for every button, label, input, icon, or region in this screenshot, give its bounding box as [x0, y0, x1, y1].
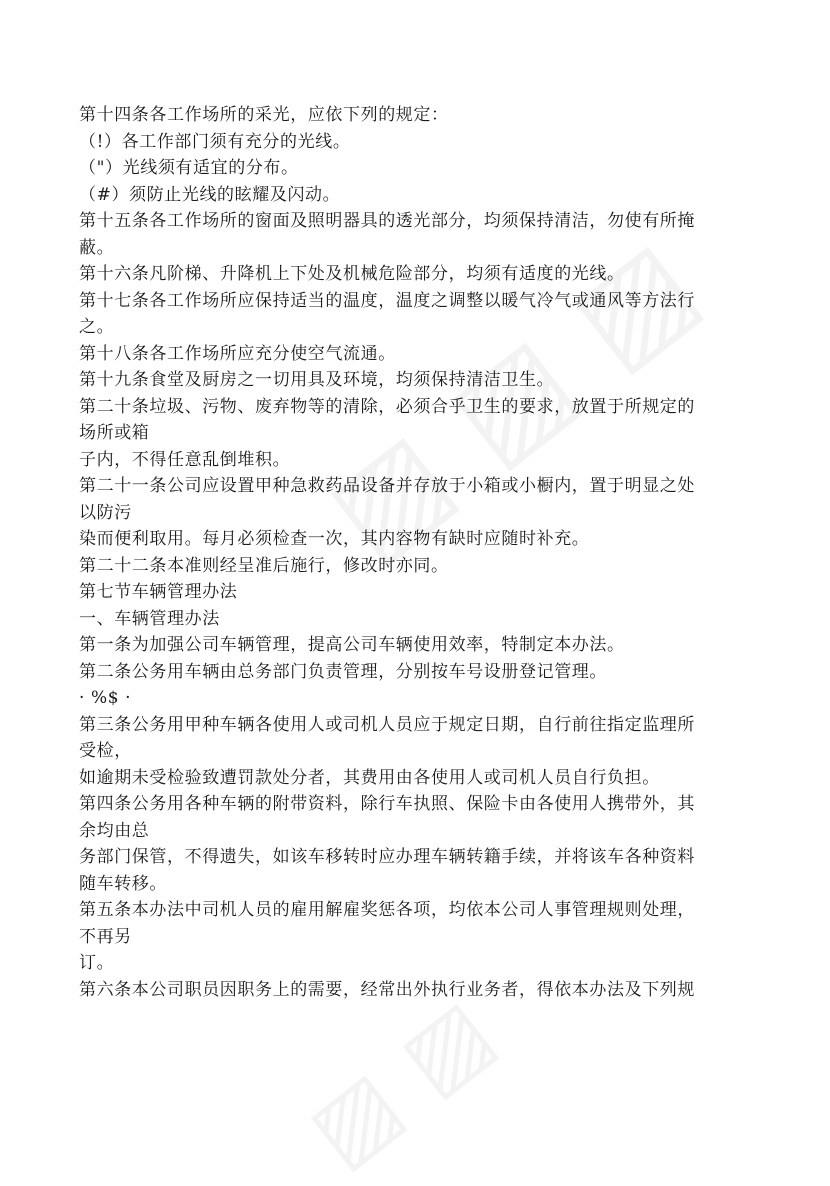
paragraph-line: 场所或箱 — [79, 423, 150, 443]
paragraph-line: 如逾期未受检验致遭罚款处分者，其费用由各使用人或司机人员自行负担。 — [79, 767, 660, 788]
section-heading: 第七节车辆管理办法 — [79, 582, 238, 602]
paragraph-line: 务部门保管，不得遗失，如该车移转时应办理车辆转籍手续，并将该车各种资料 — [79, 847, 695, 867]
list-item: （#）须防止光线的眩耀及闪动。 — [79, 184, 341, 205]
list-item: （"）光线须有适宜的分布。 — [79, 158, 299, 178]
watermark-graphic — [289, 979, 512, 1186]
paragraph-line: 第一条为加强公司车辆管理，提高公司车辆使用效率，特制定本办法。 — [79, 635, 625, 655]
article-14-heading: 第十四条各工作场所的采光，应依下列的规定： — [79, 105, 449, 125]
paragraph-line: 第二十二条本准则经呈准后施行，修改时亦同。 — [79, 555, 449, 576]
subsection-heading: 一、车辆管理办法 — [79, 608, 220, 629]
list-item: （!）各工作部门须有充分的光线。 — [79, 131, 351, 152]
paragraph-line: 以防污 — [79, 502, 132, 523]
paragraph-line: 第十八条各工作场所应充分使空气流通。 — [79, 343, 396, 364]
paragraph-line: 受检， — [79, 741, 132, 761]
paragraph-line: 不再另 — [79, 926, 132, 947]
paragraph-line: 之。 — [79, 317, 115, 337]
paragraph-line: 染而便利取用。每月必须检查一次，其内容物有缺时应随时补充。 — [79, 529, 590, 549]
paragraph-line: 第二十一条公司应设置甲种急救药品设备并存放于小箱或小橱内，置于明显之处 — [79, 476, 695, 496]
paragraph-line: 第二十条垃圾、污物、废弃物等的清除，必须合乎卫生的要求，放置于所规定的 — [79, 396, 695, 417]
paragraph-line: 第二条公务用车辆由总务部门负责管理，分别按车号设册登记管理。 — [79, 661, 607, 682]
paragraph-line: 第五条本办法中司机人员的雇用解雇奖惩各项，均依本公司人事管理规则处理， — [79, 900, 695, 920]
paragraph-line: 第十九条食堂及厨房之一切用具及环境，均须保持清洁卫生。 — [79, 370, 555, 390]
paragraph-line: 第十五条各工作场所的窗面及照明器具的透光部分，均须保持清洁，勿使有所掩 — [79, 211, 695, 231]
paragraph-line: 订。 — [79, 953, 115, 973]
paragraph-line: 第六条本公司职员因职务上的需要，经常出外执行业务者，得依本办法及下列规 — [79, 979, 695, 1000]
paragraph-line: 蔽。 — [79, 237, 115, 258]
document-body — [79, 102, 759, 1003]
paragraph-line: 第四条公务用各种车辆的附带资料，除行车执照、保险卡由各使用人携带外，其 — [79, 794, 695, 814]
paragraph-line: 余均由总 — [79, 820, 150, 841]
paragraph-line: 子内，不得任意乱倒堆积。 — [79, 449, 291, 470]
paragraph-line: 第十六条凡阶梯、升降机上下处及机械危险部分，均须有适度的光线。 — [79, 264, 625, 284]
paragraph-line: 第十七条各工作场所应保持适当的温度，温度之调整以暖气冷气或通风等方法行 — [79, 290, 695, 311]
paragraph-line: 随车转移。 — [79, 873, 167, 894]
paragraph-line: 第三条公务用甲种车辆各使用人或司机人员应于规定日期，自行前往指定监理所 — [79, 714, 695, 735]
page-marker: · %$ · — [79, 688, 132, 708]
